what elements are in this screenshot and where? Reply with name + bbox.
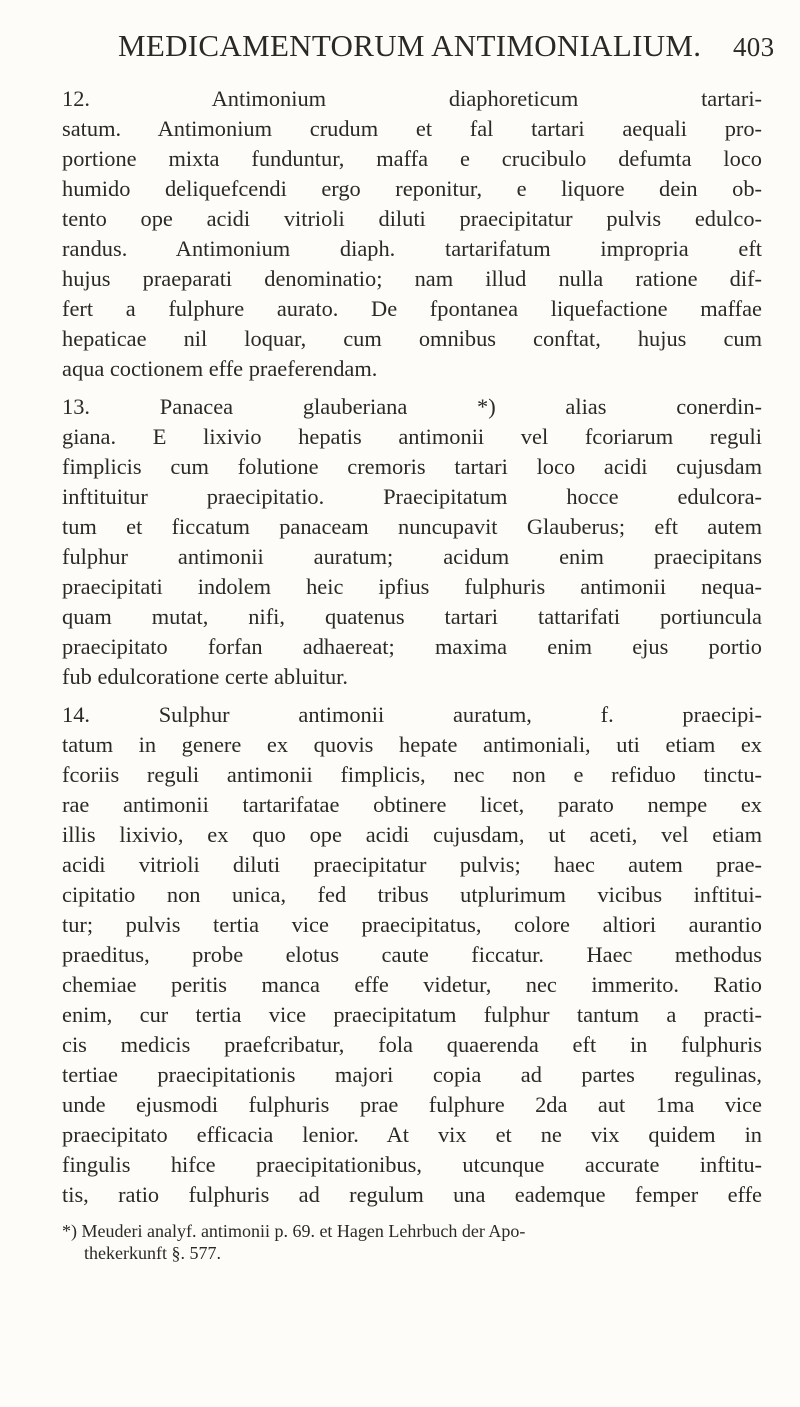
- text-line: fulphur antimonii auratum; acidum enim praecipitans: [62, 544, 762, 569]
- text-line: cis medicis praefcribatur, fola quaerenda eft in fulphuris: [62, 1032, 762, 1057]
- text-line: enim, cur tertia vice praecipitatum fulphur tantum a practi-: [62, 1002, 762, 1027]
- text-line: cipitatio non unica, fed tribus utplurimum vicibus inftitui-: [62, 882, 762, 907]
- text-line: 12. Antimonium diaphoreticum tartari-: [62, 86, 762, 111]
- text-line: unde ejusmodi fulphuris prae fulphure 2da aut 1ma vice: [62, 1092, 762, 1117]
- text-line: satum. Antimonium crudum et fal tartari aequali pro-: [62, 116, 762, 141]
- text-line: aqua coctionem effe praeferendam.: [62, 356, 378, 381]
- text-line: acidi vitrioli diluti praecipitatur pulvis; haec autem prae-: [62, 852, 762, 877]
- text-line: randus. Antimonium diaph. tartarifatum impropria eft: [62, 236, 762, 261]
- text-line: quam mutat, nifi, quatenus tartari tattarifati portiuncula: [62, 604, 762, 629]
- text-line: hepaticae nil loquar, cum omnibus conftat, hujus cum: [62, 326, 762, 351]
- text-line: tis, ratio fulphuris ad regulum una eademque femper effe: [62, 1182, 762, 1207]
- text-line: 13. Panacea glauberiana *) alias conerdin-: [62, 394, 762, 419]
- text-line: fert a fulphure aurato. De fpontanea liquefactione maffae: [62, 296, 762, 321]
- footnote-line: *) Meuderi analyf. antimonii p. 69. et Hagen Lehrbuch der Apo-: [62, 1221, 526, 1241]
- text-line: giana. E lixivio hepatis antimonii vel fcoriarum reguli: [62, 424, 762, 449]
- text-line: hujus praeparati denominatio; nam illud nulla ratione dif-: [62, 266, 762, 291]
- text-line: fcoriis reguli antimonii fimplicis, nec non e refiduo tinctu-: [62, 762, 762, 787]
- text-line: tum et ficcatum panaceam nuncupavit Glauberus; eft autem: [62, 514, 762, 539]
- body-text: [62, 84, 762, 1264]
- text-line: illis lixivio, ex quo ope acidi cujusdam, ut aceti, vel etiam: [62, 822, 762, 847]
- text-line: fub edulcoratione certe abluitur.: [62, 664, 348, 689]
- footnote: [62, 1220, 762, 1264]
- text-line: inftituitur praecipitatio. Praecipitatum hocce edulcora-: [62, 484, 762, 509]
- text-line: chemiae peritis manca effe videtur, nec immerito. Ratio: [62, 972, 762, 997]
- text-line: praecipitato efficacia lenior. At vix et ne vix quidem in: [62, 1122, 762, 1147]
- text-line: portione mixta funduntur, maffa e crucibulo defumta loco: [62, 146, 762, 171]
- text-line: fimplicis cum folutione cremoris tartari loco acidi cujusdam: [62, 454, 762, 479]
- text-line: 14. Sulphur antimonii auratum, f. praecipi-: [62, 702, 762, 727]
- text-line: tatum in genere ex quovis hepate antimoniali, uti etiam ex: [62, 732, 762, 757]
- text-line: tento ope acidi vitrioli diluti praecipitatur pulvis edulco-: [62, 206, 762, 231]
- text-line: tur; pulvis tertia vice praecipitatus, colore altiori aurantio: [62, 912, 762, 937]
- text-line: tertiae praecipitationis majori copia ad partes regulinas,: [62, 1062, 762, 1087]
- page-header: [118, 20, 775, 72]
- text-line: rae antimonii tartarifatae obtinere licet, parato nempe ex: [62, 792, 762, 817]
- running-title: MEDICAMENTORUM ANTIMONIALIUM.: [118, 28, 702, 63]
- text-line: praecipitati indolem heic ipfius fulphuris antimonii nequa-: [62, 574, 762, 599]
- text-line: praecipitato forfan adhaereat; maxima enim ejus portio: [62, 634, 762, 659]
- text-line: praeditus, probe elotus caute ficcatur. Haec methodus: [62, 942, 762, 967]
- footnote-line: thekerkunft §. 577.: [84, 1243, 221, 1263]
- page-number: 403: [733, 32, 775, 62]
- text-line: humido deliquefcendi ergo reponitur, e liquore dein ob-: [62, 176, 762, 201]
- text-line: fingulis hifce praecipitationibus, utcunque accurate inftitu-: [62, 1152, 762, 1177]
